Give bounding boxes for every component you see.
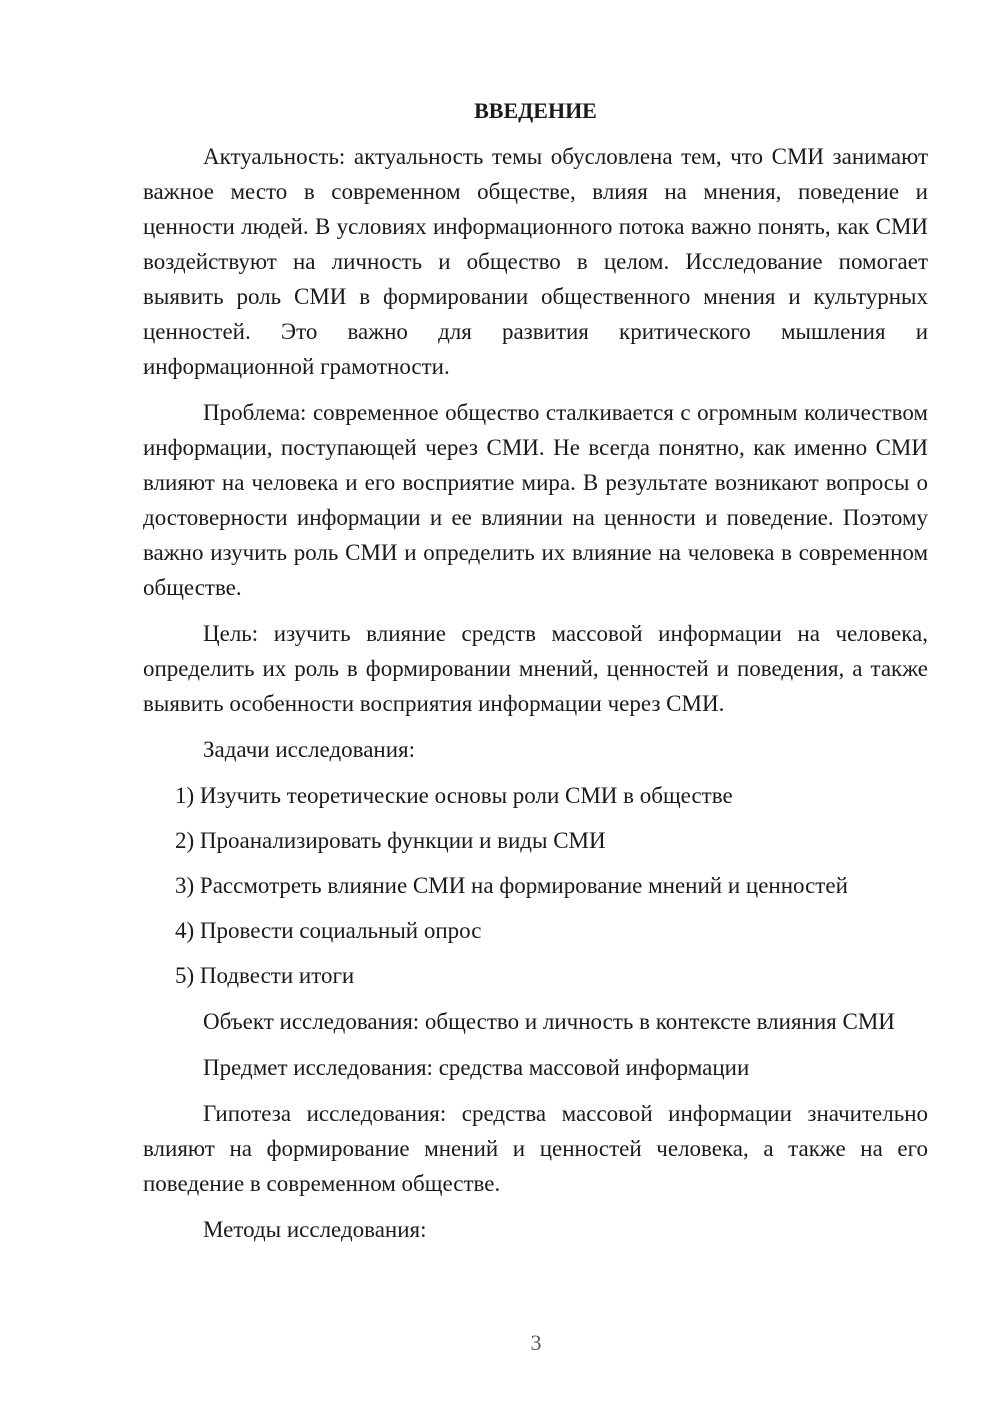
list-item: 1) Изучить теоретические основы роли СМИ в обществе [175, 783, 733, 808]
subject-paragraph: Предмет исследования: средства массовой информации [203, 1055, 750, 1080]
list-item: 3) Рассмотреть влияние СМИ на формирование мнений и ценностей [175, 873, 848, 898]
list-item: 5) Подвести итоги [175, 963, 355, 988]
object-paragraph: Объект исследования: общество и личность в контексте влияния СМИ [203, 1009, 895, 1034]
problem-paragraph: Проблема: современное общество сталкивается с огромным количеством информации, поступающей через СМИ. Не всегда понятно, как именно СМИ влияют на человека и его восприятие мира. В результате возникают вопросы о достоверности информации и ее влиянии на ценности и поведение. Поэтому важно изучить роль СМИ и определить их влияние на человека в современном обществе. [143, 400, 928, 600]
relevance-paragraph: Актуальность: актуальность темы обусловлена тем, что СМИ занимают важное место в современном обществе, влияя на мнения, поведение и ценности людей. В условиях информационного потока важно понять, как СМИ воздействуют на личность и общество в целом. Исследование помогает выявить роль СМИ в формировании общественного мнения и культурных ценностей. Это важно для развития критического мышления и информационной грамотности. [143, 144, 928, 379]
section-title: ВВЕДЕНИЕ [474, 98, 597, 123]
page-number: 3 [530, 1330, 542, 1355]
tasks-list [143, 778, 928, 993]
hypothesis-paragraph: Гипотеза исследования: средства массовой информации значительно влияют на формирование мнений и ценностей человека, а также на его поведение в современном обществе. [143, 1101, 928, 1196]
goal-paragraph: Цель: изучить влияние средств массовой информации на человека, определить их роль в формировании мнений, ценностей и поведения, а также выявить особенности восприятия информации через СМИ. [143, 621, 928, 716]
page-content [143, 93, 928, 1258]
list-item: 4) Провести социальный опрос [175, 918, 482, 943]
tasks-heading: Задачи исследования: [203, 737, 416, 762]
list-item: 2) Проанализировать функции и виды СМИ [175, 828, 606, 853]
methods-heading: Методы исследования: [203, 1217, 427, 1242]
